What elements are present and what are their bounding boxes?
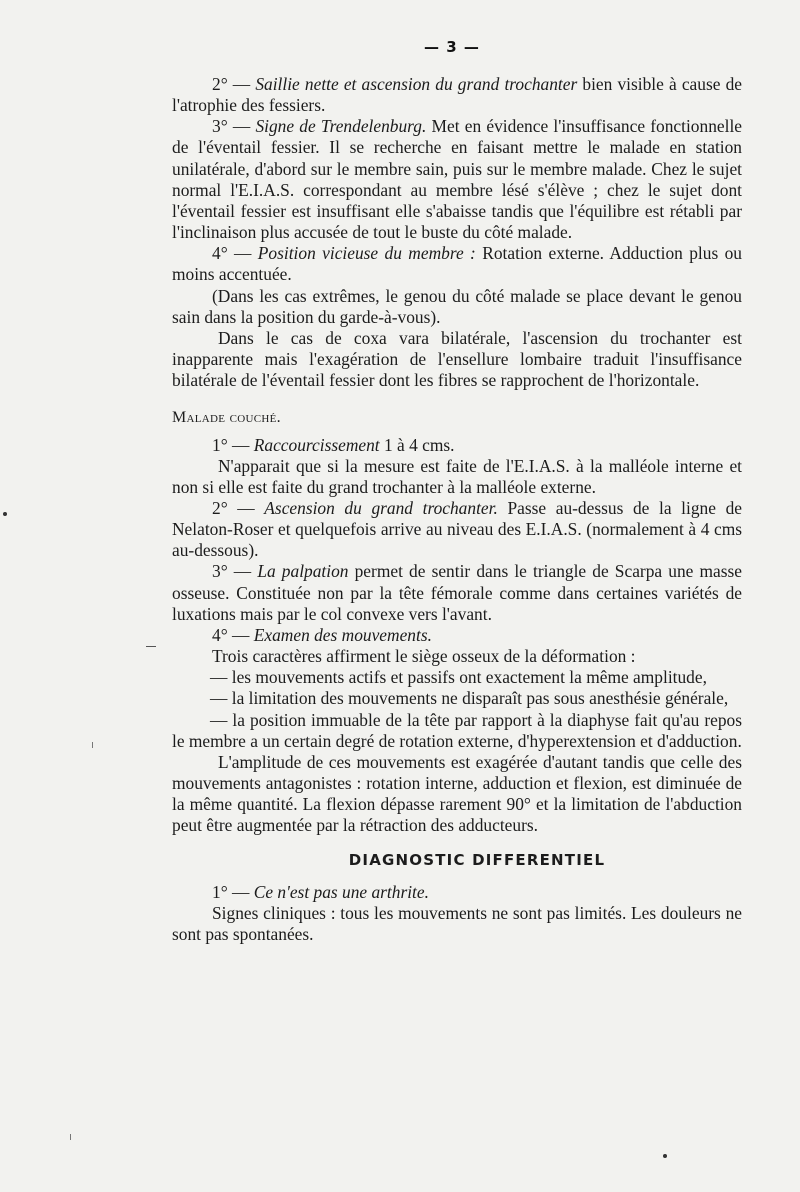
paragraph-position-vicieuse bbox=[172, 243, 742, 285]
item-text: 1 à 4 cms. bbox=[379, 434, 455, 455]
item-number: 2° — bbox=[212, 497, 265, 518]
page-number: — 3 — bbox=[424, 38, 480, 56]
paper-speck bbox=[146, 646, 156, 647]
section-label: Malade couché. bbox=[172, 409, 281, 427]
paragraph-examen-mouvements bbox=[172, 625, 742, 646]
item-number: 4° — bbox=[212, 243, 258, 264]
item-number: 1° — bbox=[212, 881, 254, 902]
item-title: Examen des mouvements. bbox=[253, 624, 432, 645]
list-item: — la limitation des mouvements ne disparaît pas sous anesthésie générale, bbox=[210, 688, 729, 709]
item-title: Saillie nette et ascension du grand trochanter bbox=[255, 74, 578, 94]
item-number: 3° — bbox=[212, 561, 258, 582]
paragraph-grand-trochanter bbox=[172, 74, 742, 116]
paragraph-ascension bbox=[172, 498, 742, 561]
paper-speck bbox=[70, 1134, 71, 1140]
item-title: Signe de Trendelenburg. bbox=[255, 116, 427, 137]
list-item: — la position immuable de la tête par rapport à la diaphyse fait qu'au repos le membre a un certain degré de rotation externe, d'hyperextension et d'adduction. bbox=[172, 709, 742, 751]
paper-speck bbox=[3, 512, 7, 516]
body-text bbox=[172, 74, 742, 945]
item-text: permet de sentir dans le triangle de Scarpa une masse osseuse. Constituée non par la tête fémorale comme dans certaines variétés de luxations mais par le col convexe vers l'avant. bbox=[172, 561, 742, 624]
paragraph-mesure: N'apparait que si la mesure est faite de l'E.I.A.S. à la malléole interne et non si elle est faite du grand trochanter à la malléole externe. bbox=[172, 455, 742, 497]
item-text: Rotation externe. Adduction plus ou moins accentuée. bbox=[172, 243, 742, 285]
paragraph-raccourcissement bbox=[172, 435, 742, 456]
item-title: Ascension du grand trochanter. bbox=[264, 497, 498, 518]
list-item: — les mouvements actifs et passifs ont exactement la même amplitude, bbox=[210, 667, 707, 688]
item-number: 1° — bbox=[212, 434, 254, 455]
item-title: Ce n'est pas une arthrite. bbox=[253, 881, 429, 902]
item-title: Raccourcissement bbox=[253, 434, 380, 455]
paragraph-trois-caracteres: Trois caractères affirment le siège osseux de la déformation : bbox=[212, 646, 636, 667]
item-number: 2° — bbox=[212, 74, 256, 94]
paragraph-coxa-vara: Dans le cas de coxa vara bilatérale, l'ascension du trochanter est inapparente mais l'exagération de l'ensellure lombaire traduit l'insuffisance bilatérale de l'éventail fessier dont les fibres se rapprochent de l'horizontale. bbox=[172, 327, 742, 391]
paper-speck bbox=[92, 742, 93, 748]
item-text: bien visible à cause de l'atrophie des fessiers. bbox=[172, 74, 742, 116]
section-heading: DIAGNOSTIC DIFFERENTIEL bbox=[348, 851, 606, 870]
item-title: La palpation bbox=[257, 561, 349, 582]
item-text: Passe au-dessus de la ligne de Nelaton-Roser et quelquefois arrive au niveau des E.I.A.S. (normalement à 4 cms au-dessous). bbox=[172, 497, 742, 561]
paragraph-signes-cliniques: Signes cliniques : tous les mouvements ne sont pas limités. Les douleurs ne sont pas spontanées. bbox=[172, 902, 742, 944]
paragraph-cas-extremes: (Dans les cas extrêmes, le genou du côté malade se place devant le genou sain dans la position du garde-à-vous). bbox=[172, 285, 742, 327]
paragraph-palpation bbox=[172, 561, 742, 624]
item-text: Met en évidence l'insuffisance fonctionnelle de l'éventail fessier. Il se recherche en faisant mettre le malade en station unilatérale, d'abord sur le membre sain, puis sur le membre malade. Chez le sujet normal l'E.I.A.S. correspondant au membre lésé s'élève ; chez le sujet dont l'éventail fessier est insuffisant elle s'abaisse tandis que l'équilibre est rétabli par l'inclinaison plus accusée de tout le buste du côté malade. bbox=[172, 116, 742, 243]
paragraph-amplitude: L'amplitude de ces mouvements est exagérée d'autant tandis que celle des mouvements antagonistes : rotation interne, adduction et flexion, est diminuée de la même quantité. La flexion dépasse rarement 90° et la limitation de l'abduction peut être augmentée par la rétraction des adducteurs. bbox=[172, 751, 742, 836]
paragraph-trendelenburg bbox=[172, 116, 742, 243]
item-title: Position vicieuse du membre : bbox=[257, 243, 476, 264]
paper-speck bbox=[663, 1154, 667, 1158]
paragraph-arthrite bbox=[172, 882, 742, 903]
item-number: 4° — bbox=[212, 624, 254, 645]
item-number: 3° — bbox=[212, 116, 256, 137]
